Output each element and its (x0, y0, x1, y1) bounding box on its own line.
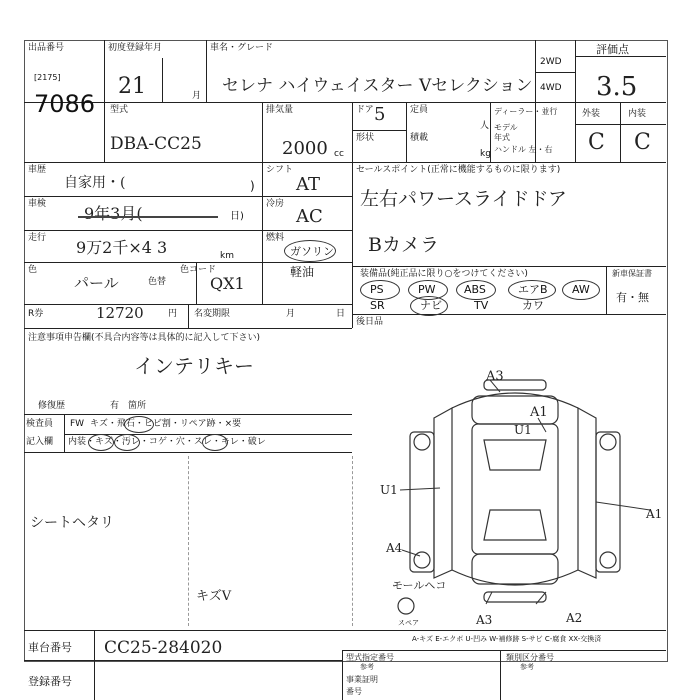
inspector-row1: キズ・飛石・ヒビ割・リペア跡・×要 (90, 419, 242, 429)
chassis-value: CC25-284020 (104, 638, 223, 658)
notes-value: インテリキー (134, 354, 254, 378)
mileage-label: 走行 (28, 233, 47, 243)
equip-aw-circle (562, 280, 600, 300)
mark-a1-side: A1 (646, 507, 663, 521)
type-value: DBA-CC25 (110, 134, 202, 154)
equip-airbag-circle (508, 280, 556, 300)
mark-a3-top: A3 (486, 369, 504, 384)
sales-points-label: セールスポイント(正常に機能するものに限ります) (356, 165, 561, 175)
model-label: モデル (494, 123, 518, 132)
history-close: ) (250, 179, 255, 193)
displacement-label: 排気量 (266, 105, 294, 115)
lot-number: 7086 (34, 90, 96, 118)
capacity-label: 定員 (410, 105, 429, 115)
doors-value: 5 (374, 104, 386, 125)
inspector-circle-yogore (114, 434, 140, 451)
mark-u1-front: U1 (514, 423, 532, 437)
ac-value: AC (296, 206, 323, 227)
sales-points-line1: 左右パワースライドドア (360, 188, 567, 210)
shaken-value: 9年3月( (84, 204, 143, 223)
mark-moru: モールヘコ (392, 579, 447, 592)
capacity-unit: 人 (480, 121, 490, 131)
equip-navi-circle (410, 296, 448, 316)
color-change-label: 色替 (148, 277, 167, 287)
car-name-label: 車名・グレード (210, 43, 274, 53)
color-code-value: QX1 (210, 274, 245, 293)
score-label: 評価点 (596, 43, 629, 56)
color-code-label: 色コード (180, 265, 217, 275)
equip-abs-circle (456, 280, 496, 300)
drive-4wd: 4WD (540, 83, 562, 93)
displacement-unit: cc (334, 149, 344, 159)
left-side (434, 408, 452, 578)
color-value: パール (74, 274, 119, 292)
name-change-day: 日 (336, 309, 346, 319)
exterior-label: 外装 (582, 109, 601, 119)
equip-airbag: エアB (518, 283, 548, 296)
name-change-label: 名変期限 (194, 309, 231, 319)
history-label: 車歴 (28, 165, 47, 175)
color-label: 色 (28, 265, 38, 275)
damage-legend: A-キズ E-エクボ U-凹み W-補修跡 S-サビ C-腐食 XX-交換済 (412, 635, 602, 643)
month-unit: 月 (192, 91, 202, 101)
new-car-warranty-label: 新車保証書 (612, 269, 652, 278)
mark-u1-side: U1 (380, 483, 398, 497)
equip-tv: TV (474, 299, 489, 312)
ref-label-2: 参考 (520, 663, 534, 671)
recycle-value: 12720 (96, 304, 144, 322)
fuel-diesel: 軽油 (290, 265, 315, 279)
inspector-comment-2: キズV (196, 589, 232, 604)
history-value: 自家用・( (64, 175, 126, 191)
later-items-label: 後日品 (356, 317, 384, 327)
interior-label: 内装 (628, 109, 647, 119)
handle-label: ハンドル 左・右 (494, 145, 553, 154)
fuel-gas: ガソリン (290, 245, 334, 258)
shape-label: 形状 (356, 133, 375, 143)
equip-sr: SR (370, 299, 385, 312)
name-change-month: 月 (286, 309, 296, 319)
chassis-label: 車台番号 (28, 641, 72, 654)
equipment-label: 装備品(純正品に限り○をつけてください) (360, 269, 528, 279)
lot-sub: [2175] (34, 73, 61, 82)
ref-label-1: 参考 (360, 663, 374, 671)
lot-label: 出品番号 (28, 43, 65, 53)
shift-value: AT (296, 174, 321, 195)
office-cert-label: 事業証明 (346, 675, 378, 684)
mark-a1-front: A1 (530, 405, 548, 420)
equip-ps-circle (360, 280, 400, 300)
equip-abs: ABS (464, 283, 486, 296)
inspector-circle-sure (202, 434, 228, 451)
inspector-circle-kizu (88, 434, 114, 451)
shaken-label: 車検 (28, 199, 47, 209)
shift-label: シフト (266, 165, 294, 175)
equip-leather: カワ (522, 299, 544, 312)
mileage-unit: km (220, 251, 234, 261)
dashed-divider (188, 456, 189, 626)
load-label: 積載 (410, 133, 429, 143)
equip-navi: ナビ (420, 299, 442, 312)
mileage-value: 9万2千×4 3 (76, 238, 168, 257)
fuel-label: 燃料 (266, 233, 285, 243)
dealer-label: ディーラー・並行 (494, 107, 558, 116)
inspector-comment-1: シートヘタリ (30, 515, 114, 531)
inspector-label-1: 検査員 (26, 419, 54, 429)
type-label: 型式 (110, 105, 129, 115)
equip-aw: AW (572, 283, 590, 296)
category-label: 類別区分番号 (506, 653, 554, 662)
drive-2wd: 2WD (540, 57, 562, 67)
first-reg-label: 初度登録年月 (108, 43, 163, 53)
displacement-value: 2000 (282, 138, 328, 159)
inspector-row2: 内装・キズ・汚レ・コゲ・穴・スレ・キレ・破レ (68, 437, 266, 447)
repair-label: 修復歴 (38, 401, 66, 411)
repair-end: 箇所 (128, 401, 147, 411)
recycle-unit: 円 (168, 309, 178, 319)
spare-label: スペア (398, 619, 419, 627)
right-side (578, 408, 596, 578)
car-name-value: セレナ ハイウェイスター Vセレクション (222, 76, 533, 96)
shaken-day: 日) (230, 211, 244, 222)
inspector-fw: FW (70, 419, 85, 429)
mark-a2: A2 (566, 611, 583, 625)
dashed-divider-2 (352, 456, 353, 626)
exterior-value: C (588, 130, 605, 155)
first-reg-year: 21 (118, 74, 146, 99)
new-car-warranty-value: 有・無 (616, 291, 649, 304)
mark-a3-bottom: A3 (476, 613, 493, 627)
interior-value: C (634, 130, 651, 155)
equip-pw: PW (418, 283, 436, 296)
sales-points-line2: Bカメラ (368, 234, 439, 256)
score-value: 3.5 (596, 72, 638, 102)
recycle-label: R券 (28, 309, 44, 319)
notes-label: 注意事項申告欄(不具合内容等は具体的に記入して下さい) (28, 333, 261, 343)
type-designation-label: 型式指定番号 (346, 653, 394, 662)
repair-mid: 有 (110, 401, 120, 411)
doors-label: ドア (356, 105, 374, 115)
equip-ps: PS (370, 283, 384, 296)
office-num-label: 番号 (346, 687, 362, 696)
inspector-label-2: 記入欄 (26, 437, 54, 447)
model-year-label: 年式 (494, 133, 510, 142)
fuel-gas-circle (284, 240, 336, 262)
reg-number-label: 登録番号 (28, 675, 72, 688)
ac-label: 冷房 (266, 199, 285, 209)
load-unit: kg (480, 149, 491, 159)
mark-a4: A4 (386, 541, 403, 555)
inspector-circle-tobiishi (124, 416, 154, 433)
